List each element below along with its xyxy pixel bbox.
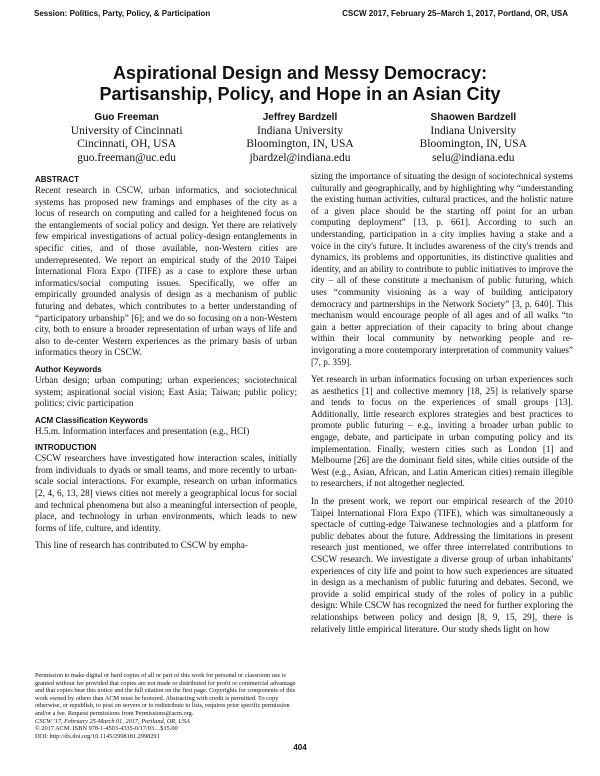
paper-title: [0, 63, 600, 105]
author-email: guo.freeman@uc.edu: [77, 151, 177, 164]
left-column: [35, 171, 297, 558]
introduction-heading: INTRODUCTION: [35, 443, 97, 453]
right-paragraph-1: sizing the importance of situating the design of sociotechnical systems culturally and geographically, and by highlighting why “understanding the existing human activities, cultural practices, and the holistic nature of a given place should be the starting off point for an urban computing deployment” [13, p. 661]. According to such an understanding, participation in a city implies having a stake and a voice in the city's future. It includes awareness of the city's trends and dynamics, its problems and opportunities, its distinctive qualities and identity, and an ability to contribute to public initiatives to improve the city – all of these constitute a mechanism of public futuring, which uses “community visioning as a way of building anticipatory democracy and partnerships in the Network Society” [3, p. 640]. This mechanism would encourage people of all ages and of all walks “to gain a better appreciation of their capacity to bring about change within their local community by networking people and re-invigorating a more contemporary interpretation of community values” [7, p. 359].: [311, 171, 573, 367]
keywords-text: Urban design; urban computing; urban experiences; sociotechnical system; aspirational social vision; East Asia; Taiwan; public policy; politics; civic participation: [35, 374, 297, 409]
author-3: [387, 111, 560, 165]
author-affiliation: Indiana University: [257, 124, 343, 137]
author-name: Guo Freeman: [94, 112, 159, 123]
author-name: Shaowen Bardzell: [430, 112, 517, 123]
right-column: [311, 171, 573, 641]
author-2: [213, 111, 386, 165]
running-header-session: Session: Politics, Party, Policy, & Participation: [34, 9, 211, 18]
author-affiliation: University of Cincinnati: [70, 124, 183, 137]
permission-text: Permission to make digital or hard copies of all or part of this work for personal or classroom use is granted without fee provided that copies are not made or distributed for profit or commercial advantage and that copies bear this notice and the full citation on the first page. Copyrights for components of this work owned by others than ACM must be honored. Abstracting with credit is permitted. To copy otherwise, or republish, to post on servers or to redistribute to lists, requires prior specific permission and/or a fee. Request permissions from Permissions@acm.org.: [35, 672, 296, 717]
author-location: Cincinnati, OH, USA: [77, 138, 177, 150]
author-1: [40, 111, 213, 165]
introduction-paragraph-2: This line of research has contributed to CSCW by empha-: [35, 540, 248, 551]
right-paragraph-2: Yet research in urban informatics focusing on urban experiences such as aesthetics [1] and collective memory [18, 25] is relatively sparse and tends to focus on the experiences of small groups [13]. Additionally, little research explores strategies and best practices to promote public futuring – e.g., inviting a broader urban public to engage, debate, and participate in urban computing policy and its implementation. Finally, western cities such as London [1] and Melbourne [26] are the dominant field sites, while cities outside of the West (e.g., Asian, African, and Latin American cities) remain illegible to researchers, if not altogether neglected.: [311, 374, 573, 489]
acm-heading: ACM Classification Keywords: [35, 415, 148, 425]
abstract-heading: ABSTRACT: [35, 175, 79, 184]
doi: DOI: http://dx.doi.org/10.1145/2998181.2998291: [35, 732, 160, 740]
abstract-text: Recent research in CSCW, urban informatics, and sociotechnical systems has proposed new framings and emphases of the city as a locus of research on computing and called for a heightened focus on the entanglements of social policy and design. Yet there are relatively few empirical investigations of actual policy-design entanglements in specific cities, and of those available, non-Western cities are underrepresented. We report an empirical study of the 2010 Taipei International Flora Expo (TIFE) as a case to explore these urban informatics/social computing issues. Specifically, we offer an empirically grounded analysis of design as a mechanism of public futuring and debates, which contributes to a better understanding of “participatory urbanship” [6]; and we do so focusing on a non-Western city, both to ensure a broader representation of urban ways of life and also to de-center Western experiences as the primary basis of urban informatics theory in CSCW.: [35, 185, 297, 358]
page-number: 404: [293, 743, 307, 752]
running-header-conference: CSCW 2017, February 25–March 1, 2017, Portland, OR, USA: [342, 9, 568, 18]
author-block: [40, 111, 560, 165]
author-email: jbardzel@indiana.edu: [249, 151, 351, 164]
copyright-isbn: © 2017 ACM. ISBN 978-1-4503-4335-0/17/03…$15.00: [35, 725, 178, 733]
permission-block: [35, 672, 297, 740]
author-location: Bloomington, IN, USA: [419, 138, 527, 150]
author-name: Jeffrey Bardzell: [262, 112, 338, 123]
title-line-1: Aspirational Design and Messy Democracy:: [112, 63, 488, 83]
keywords-heading: Author Keywords: [35, 364, 102, 374]
author-affiliation: Indiana University: [430, 124, 517, 137]
author-email: selu@indiana.edu: [432, 151, 515, 164]
title-line-2: Partisanship, Policy, and Hope in an Asian City: [99, 84, 501, 104]
author-location: Bloomington, IN, USA: [246, 138, 354, 150]
introduction-paragraph-1: CSCW researchers have investigated how interaction scales, initially from individuals to dyads or small teams, and more recently to urban-scale social interactions. For example, research on urban informatics [2, 4, 6, 13, 28] views cities not merely a geographical locus for social and technical phenomena but also a meaningful intersection of people, place, and technology in urban environments, which leads to new forms of life, culture, and identity.: [35, 453, 297, 533]
conference-citation: CSCW '17, February 25-March 01, 2017, Portland, OR, USA: [35, 717, 190, 725]
right-paragraph-3: In the present work, we report our empirical research of the 2010 Taipei International Flora Expo (TIFE), which was simultaneously a spectacle of cutting-edge Taiwanese technologies and a platform for public debates about the future. Addressing the limitations in present research just mentioned, we offer three interrelated contributions to CSCW research. We investigate a diverse group of urban inhabitants' experiences of city life and point to how such experiences are situated in design as a mechanism of public futuring and debates. Second, we provide a solid empirical study of the roles of policy in a public design: While CSCW has recognized the need for further exploring the relationships between policy and design [8, 9, 15, 29], there is relatively little empirical literature. Our study sheds light on how: [311, 496, 573, 634]
acm-text: H.5.m. Information interfaces and presentation (e.g., HCI): [35, 425, 250, 436]
